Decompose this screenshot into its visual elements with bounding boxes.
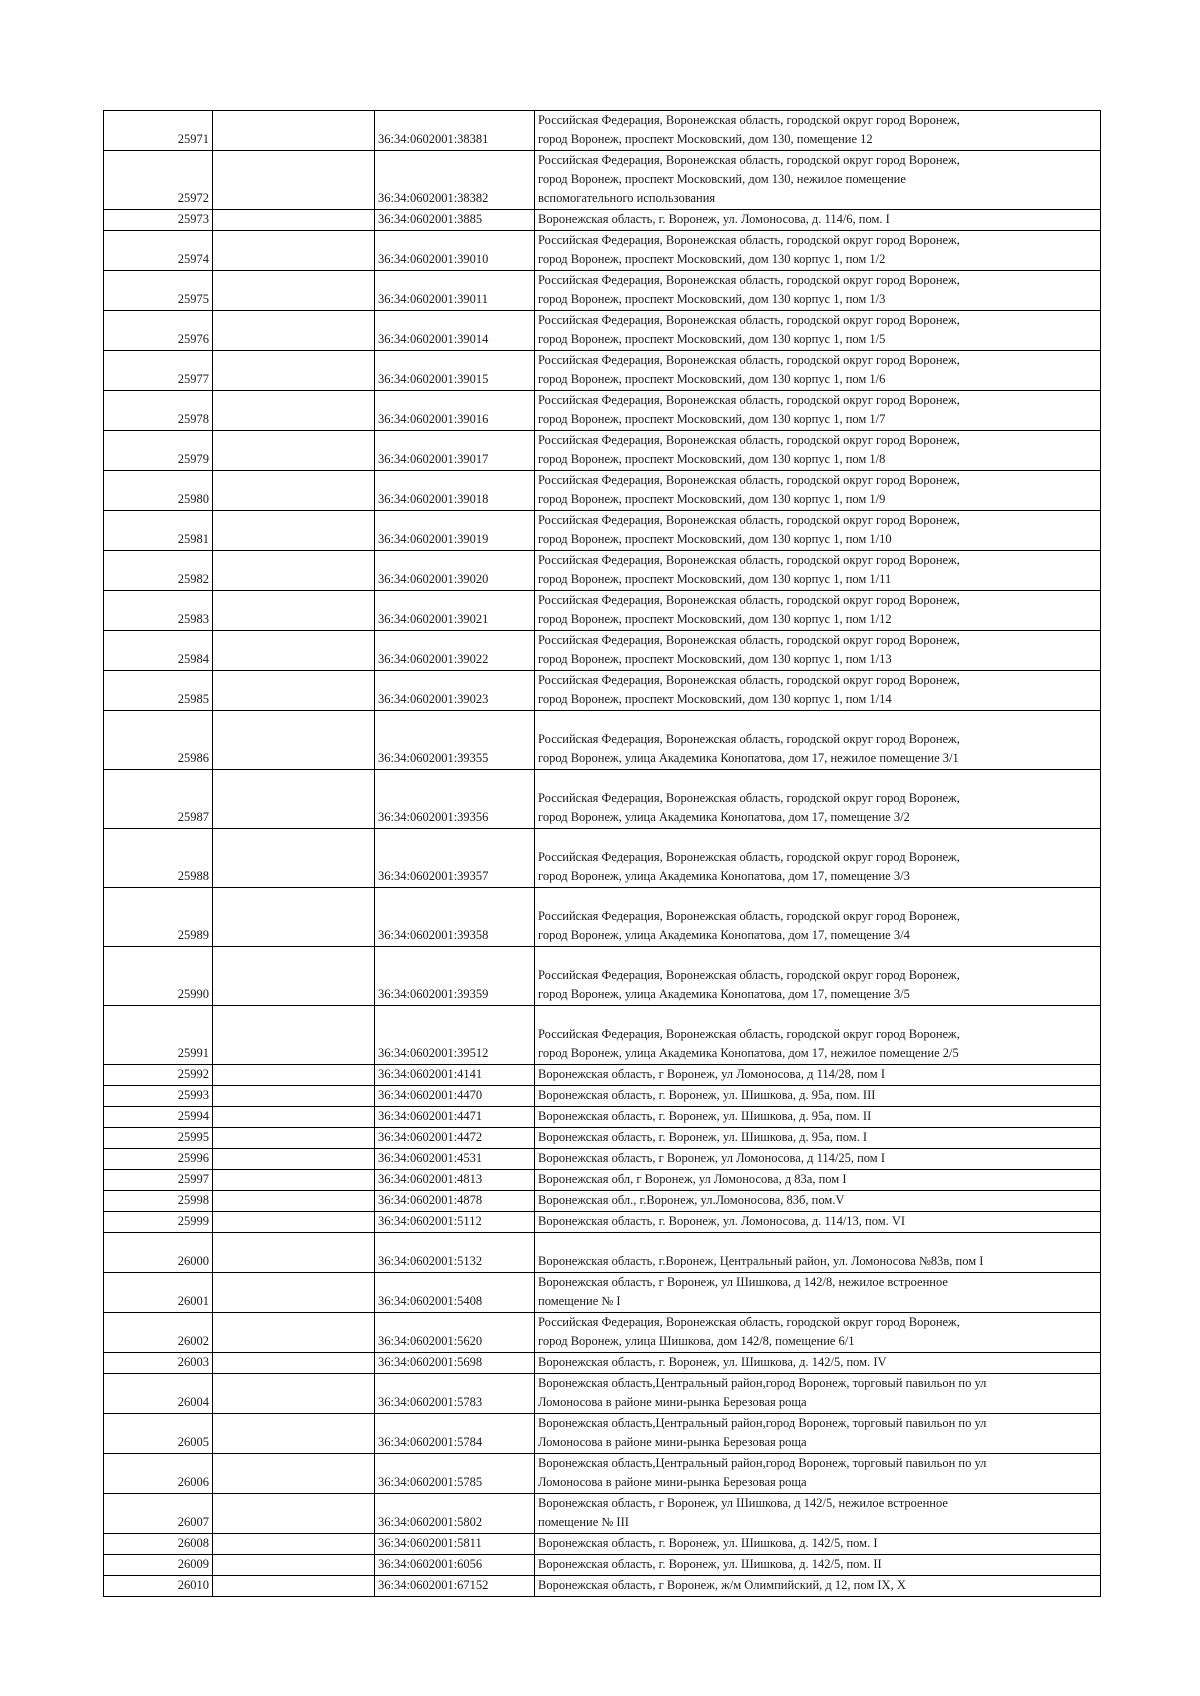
cadastral-number-cell: 36:34:0602001:39359 xyxy=(375,947,535,1006)
empty-cell xyxy=(213,391,375,431)
empty-cell xyxy=(213,631,375,671)
empty-cell xyxy=(213,1128,375,1149)
empty-cell xyxy=(213,711,375,770)
cadastral-number-cell: 36:34:0602001:38382 xyxy=(375,151,535,210)
row-number-cell: 25975 xyxy=(104,271,213,311)
address-cell xyxy=(535,711,1101,770)
table-row xyxy=(104,1273,1101,1313)
address-line: Ломоносова в районе мини-рынка Березовая роща xyxy=(538,1395,807,1409)
empty-cell xyxy=(213,591,375,631)
row-number-cell: 26003 xyxy=(104,1353,213,1374)
cadastral-number-cell: 36:34:0602001:39021 xyxy=(375,591,535,631)
address-cell xyxy=(535,1454,1101,1494)
row-number-cell: 25986 xyxy=(104,711,213,770)
empty-cell xyxy=(213,1170,375,1191)
address-cell xyxy=(535,391,1101,431)
address-line: Российская Федерация, Воронежская область, городской округ город Воронеж, xyxy=(538,1027,960,1041)
address-line: город Воронеж, проспект Московский, дом 130 корпус 1, пом 1/5 xyxy=(538,332,886,346)
cadastral-number-cell: 36:34:0602001:4470 xyxy=(375,1086,535,1107)
cadastral-number-cell: 36:34:0602001:39016 xyxy=(375,391,535,431)
table-row xyxy=(104,351,1101,391)
row-number-cell: 25980 xyxy=(104,471,213,511)
cadastral-number-cell: 36:34:0602001:5408 xyxy=(375,1273,535,1313)
row-number-cell: 25994 xyxy=(104,1107,213,1128)
row-number-cell: 25979 xyxy=(104,431,213,471)
address-line: Ломоносова в районе мини-рынка Березовая роща xyxy=(538,1475,807,1489)
address-line: Воронежская область, г. Воронеж, ул. Шишкова, д. 95а, пом. III xyxy=(538,1088,876,1102)
address-cell xyxy=(535,1170,1101,1191)
cadastral-number-cell: 36:34:0602001:39011 xyxy=(375,271,535,311)
address-line: Российская Федерация, Воронежская область, городской округ город Воронеж, xyxy=(538,433,960,447)
address-line: Воронежская обл, г Воронеж, ул Ломоносова, д 83а, пом I xyxy=(538,1172,847,1186)
address-line: Воронежская область, г. Воронеж, ул. Шишкова, д. 142/5, пом. II xyxy=(538,1557,882,1571)
address-cell xyxy=(535,947,1101,1006)
row-number-cell: 25991 xyxy=(104,1006,213,1065)
row-number-cell: 25990 xyxy=(104,947,213,1006)
row-number-cell: 25985 xyxy=(104,671,213,711)
blank-line xyxy=(538,711,1097,730)
address-cell xyxy=(535,311,1101,351)
address-cell xyxy=(535,210,1101,231)
table-row xyxy=(104,271,1101,311)
address-cell xyxy=(535,1149,1101,1170)
address-cell xyxy=(535,1065,1101,1086)
address-line: город Воронеж, проспект Московский, дом 130 корпус 1, пом 1/2 xyxy=(538,252,886,266)
address-line: город Воронеж, улица Академика Конопатова, дом 17, помещение 3/4 xyxy=(538,928,910,942)
cadastral-number-cell: 36:34:0602001:5784 xyxy=(375,1414,535,1454)
empty-cell xyxy=(213,151,375,210)
table-row xyxy=(104,431,1101,471)
address-cell xyxy=(535,829,1101,888)
cadastral-number-cell: 36:34:0602001:4531 xyxy=(375,1149,535,1170)
empty-cell xyxy=(213,111,375,151)
cadastral-number-cell: 36:34:0602001:39356 xyxy=(375,770,535,829)
address-cell xyxy=(535,1313,1101,1353)
table-row xyxy=(104,391,1101,431)
row-number-cell: 25988 xyxy=(104,829,213,888)
table-row xyxy=(104,1212,1101,1233)
address-cell xyxy=(535,591,1101,631)
row-number-cell: 26001 xyxy=(104,1273,213,1313)
address-line: город Воронеж, улица Академика Конопатова, дом 17, нежилое помещение 2/5 xyxy=(538,1046,959,1060)
cadastral-number-cell: 36:34:0602001:39017 xyxy=(375,431,535,471)
address-line: Российская Федерация, Воронежская область, городской округ город Воронеж, xyxy=(538,393,960,407)
row-number-cell: 25993 xyxy=(104,1086,213,1107)
address-line: Воронежская область, г. Воронеж, ул. Шишкова, д. 142/5, пом. I xyxy=(538,1536,878,1550)
cadastral-number-cell: 36:34:0602001:5698 xyxy=(375,1353,535,1374)
address-line: город Воронеж, проспект Московский, дом 130 корпус 1, пом 1/8 xyxy=(538,452,886,466)
empty-cell xyxy=(213,1534,375,1555)
row-number-cell: 26008 xyxy=(104,1534,213,1555)
address-line: город Воронеж, проспект Московский, дом 130, нежилое помещение xyxy=(538,172,906,186)
address-line: Воронежская область, г Воронеж, ул Шишкова, д 142/5, нежилое встроенное xyxy=(538,1496,948,1510)
cadastral-number-cell: 36:34:0602001:39357 xyxy=(375,829,535,888)
cadastral-number-cell: 36:34:0602001:4471 xyxy=(375,1107,535,1128)
address-cell xyxy=(535,231,1101,271)
table-row xyxy=(104,591,1101,631)
address-line: Воронежская область, г Воронеж, ул Ломоносова, д 114/25, пом I xyxy=(538,1151,885,1165)
table-row xyxy=(104,1414,1101,1454)
empty-cell xyxy=(213,431,375,471)
address-line: Воронежская область, г. Воронеж, ул. Шишкова, д. 95а, пом. I xyxy=(538,1130,868,1144)
empty-cell xyxy=(213,511,375,551)
blank-line xyxy=(538,888,1097,907)
registry-table-body xyxy=(104,111,1101,1597)
address-line: Воронежская область, г Воронеж, ул Ломоносова, д 114/28, пом I xyxy=(538,1067,885,1081)
address-line: город Воронеж, проспект Московский, дом 130 корпус 1, пом 1/11 xyxy=(538,572,892,586)
table-row xyxy=(104,1555,1101,1576)
cadastral-number-cell: 36:34:0602001:4141 xyxy=(375,1065,535,1086)
empty-cell xyxy=(213,351,375,391)
address-line: Воронежская обл., г.Воронеж, ул.Ломоносова, 83б, пом.V xyxy=(538,1193,845,1207)
table-row xyxy=(104,947,1101,1006)
row-number-cell: 25971 xyxy=(104,111,213,151)
row-number-cell: 25972 xyxy=(104,151,213,210)
address-line: Российская Федерация, Воронежская область, городской округ город Воронеж, xyxy=(538,1315,960,1329)
address-cell xyxy=(535,271,1101,311)
table-row xyxy=(104,311,1101,351)
table-row xyxy=(104,231,1101,271)
address-cell xyxy=(535,1555,1101,1576)
address-line: Российская Федерация, Воронежская область, городской округ город Воронеж, xyxy=(538,473,960,487)
empty-cell xyxy=(213,231,375,271)
row-number-cell: 26004 xyxy=(104,1374,213,1414)
row-number-cell: 25973 xyxy=(104,210,213,231)
empty-cell xyxy=(213,829,375,888)
address-line: Российская Федерация, Воронежская область, городской округ город Воронеж, xyxy=(538,732,960,746)
table-row xyxy=(104,1576,1101,1597)
address-line: город Воронеж, улица Академика Конопатова, дом 17, помещение 3/2 xyxy=(538,810,910,824)
empty-cell xyxy=(213,1454,375,1494)
address-line: Российская Федерация, Воронежская область, городской округ город Воронеж, xyxy=(538,353,960,367)
address-line: Российская Федерация, Воронежская область, городской округ город Воронеж, xyxy=(538,233,960,247)
address-cell xyxy=(535,1494,1101,1534)
row-number-cell: 25989 xyxy=(104,888,213,947)
cadastral-number-cell: 36:34:0602001:5112 xyxy=(375,1212,535,1233)
row-number-cell: 26007 xyxy=(104,1494,213,1534)
empty-cell xyxy=(213,1107,375,1128)
row-number-cell: 26009 xyxy=(104,1555,213,1576)
row-number-cell: 25976 xyxy=(104,311,213,351)
row-number-cell: 25978 xyxy=(104,391,213,431)
address-cell xyxy=(535,1191,1101,1212)
address-line: город Воронеж, улица Академика Конопатова, дом 17, помещение 3/3 xyxy=(538,869,910,883)
table-row xyxy=(104,631,1101,671)
address-cell xyxy=(535,631,1101,671)
empty-cell xyxy=(213,1086,375,1107)
address-line: город Воронеж, проспект Московский, дом 130 корпус 1, пом 1/3 xyxy=(538,292,886,306)
address-line: Воронежская область, г.Воронеж, Центральный район, ул. Ломоносова №83в, пом I xyxy=(538,1254,984,1268)
address-line: Ломоносова в районе мини-рынка Березовая роща xyxy=(538,1435,807,1449)
empty-cell xyxy=(213,947,375,1006)
address-line: Воронежская область,Центральный район,город Воронеж, торговый павильон по ул xyxy=(538,1376,987,1390)
document-page xyxy=(103,110,1100,1597)
cadastral-number-cell: 36:34:0602001:4472 xyxy=(375,1128,535,1149)
row-number-cell: 26010 xyxy=(104,1576,213,1597)
address-cell xyxy=(535,1353,1101,1374)
address-cell xyxy=(535,1233,1101,1273)
table-row xyxy=(104,1353,1101,1374)
blank-line xyxy=(538,829,1097,848)
cadastral-number-cell: 36:34:0602001:5620 xyxy=(375,1313,535,1353)
address-line: Российская Федерация, Воронежская область, городской округ город Воронеж, xyxy=(538,273,960,287)
row-number-cell: 26006 xyxy=(104,1454,213,1494)
cadastral-number-cell: 36:34:0602001:5802 xyxy=(375,1494,535,1534)
table-row xyxy=(104,471,1101,511)
address-line: Российская Федерация, Воронежская область, городской округ город Воронеж, xyxy=(538,513,960,527)
row-number-cell: 25996 xyxy=(104,1149,213,1170)
empty-cell xyxy=(213,1414,375,1454)
address-cell xyxy=(535,770,1101,829)
table-row xyxy=(104,770,1101,829)
address-cell xyxy=(535,511,1101,551)
empty-cell xyxy=(213,551,375,591)
address-line: помещение № III xyxy=(538,1515,629,1529)
table-row xyxy=(104,1170,1101,1191)
empty-cell xyxy=(213,1191,375,1212)
row-number-cell: 25987 xyxy=(104,770,213,829)
empty-cell xyxy=(213,888,375,947)
table-row xyxy=(104,1086,1101,1107)
empty-cell xyxy=(213,1065,375,1086)
row-number-cell: 25995 xyxy=(104,1128,213,1149)
cadastral-number-cell: 36:34:0602001:39015 xyxy=(375,351,535,391)
address-line: Российская Федерация, Воронежская область, городской округ город Воронеж, xyxy=(538,909,960,923)
address-line: Российская Федерация, Воронежская область, городской округ город Воронеж, xyxy=(538,850,960,864)
row-number-cell: 26000 xyxy=(104,1233,213,1273)
cadastral-number-cell: 36:34:0602001:39358 xyxy=(375,888,535,947)
address-line: Российская Федерация, Воронежская область, городской округ город Воронеж, xyxy=(538,633,960,647)
address-line: город Воронеж, проспект Московский, дом 130 корпус 1, пом 1/9 xyxy=(538,492,886,506)
address-cell xyxy=(535,431,1101,471)
empty-cell xyxy=(213,1555,375,1576)
address-cell xyxy=(535,1107,1101,1128)
empty-cell xyxy=(213,1273,375,1313)
table-row xyxy=(104,210,1101,231)
cadastral-number-cell: 36:34:0602001:4813 xyxy=(375,1170,535,1191)
empty-cell xyxy=(213,1212,375,1233)
table-row xyxy=(104,1006,1101,1065)
empty-cell xyxy=(213,671,375,711)
row-number-cell: 25997 xyxy=(104,1170,213,1191)
empty-cell xyxy=(213,1006,375,1065)
address-line: помещение № I xyxy=(538,1294,621,1308)
cadastral-number-cell: 36:34:0602001:5132 xyxy=(375,1233,535,1273)
address-cell xyxy=(535,1273,1101,1313)
table-row xyxy=(104,671,1101,711)
address-cell xyxy=(535,111,1101,151)
cadastral-number-cell: 36:34:0602001:39020 xyxy=(375,551,535,591)
address-cell xyxy=(535,1374,1101,1414)
cadastral-number-cell: 36:34:0602001:4878 xyxy=(375,1191,535,1212)
address-line: Воронежская область, г. Воронеж, ул. Шишкова, д. 142/5, пом. IV xyxy=(538,1355,887,1369)
address-line: город Воронеж, проспект Московский, дом 130 корпус 1, пом 1/12 xyxy=(538,612,892,626)
table-row xyxy=(104,1313,1101,1353)
empty-cell xyxy=(213,271,375,311)
row-number-cell: 26005 xyxy=(104,1414,213,1454)
cadastral-number-cell: 36:34:0602001:38381 xyxy=(375,111,535,151)
table-row xyxy=(104,1454,1101,1494)
address-line: город Воронеж, проспект Московский, дом 130 корпус 1, пом 1/6 xyxy=(538,372,886,386)
table-row xyxy=(104,1191,1101,1212)
address-line: Воронежская область, г. Воронеж, ул. Шишкова, д. 95а, пом. II xyxy=(538,1109,872,1123)
address-line: Российская Федерация, Воронежская область, городской округ город Воронеж, xyxy=(538,791,960,805)
address-cell xyxy=(535,1006,1101,1065)
cadastral-number-cell: 36:34:0602001:39355 xyxy=(375,711,535,770)
address-line: Российская Федерация, Воронежская область, городской округ город Воронеж, xyxy=(538,153,960,167)
address-line: город Воронеж, улица Академика Конопатова, дом 17, нежилое помещение 3/1 xyxy=(538,751,959,765)
address-line: Российская Федерация, Воронежская область, городской округ город Воронеж, xyxy=(538,313,960,327)
table-row xyxy=(104,1149,1101,1170)
address-line: Российская Федерация, Воронежская область, городской округ город Воронеж, xyxy=(538,593,960,607)
row-number-cell: 25983 xyxy=(104,591,213,631)
table-row xyxy=(104,551,1101,591)
empty-cell xyxy=(213,210,375,231)
address-cell xyxy=(535,351,1101,391)
cadastral-number-cell: 36:34:0602001:3885 xyxy=(375,210,535,231)
cadastral-number-cell: 36:34:0602001:39010 xyxy=(375,231,535,271)
cadastral-number-cell: 36:34:0602001:5783 xyxy=(375,1374,535,1414)
address-cell xyxy=(535,671,1101,711)
address-cell xyxy=(535,471,1101,511)
row-number-cell: 25981 xyxy=(104,511,213,551)
registry-table xyxy=(103,110,1101,1597)
address-cell xyxy=(535,1212,1101,1233)
address-cell xyxy=(535,888,1101,947)
cadastral-number-cell: 36:34:0602001:39512 xyxy=(375,1006,535,1065)
empty-cell xyxy=(213,1313,375,1353)
address-line: Воронежская область,Центральный район,город Воронеж, торговый павильон по ул xyxy=(538,1416,987,1430)
table-row xyxy=(104,1374,1101,1414)
table-row xyxy=(104,1494,1101,1534)
table-row xyxy=(104,1233,1101,1273)
empty-cell xyxy=(213,311,375,351)
address-line: город Воронеж, проспект Московский, дом 130 корпус 1, пом 1/13 xyxy=(538,652,892,666)
address-line: город Воронеж, проспект Московский, дом 130, помещение 12 xyxy=(538,132,873,146)
empty-cell xyxy=(213,1374,375,1414)
row-number-cell: 25974 xyxy=(104,231,213,271)
cadastral-number-cell: 36:34:0602001:5811 xyxy=(375,1534,535,1555)
address-line: город Воронеж, улица Академика Конопатова, дом 17, помещение 3/5 xyxy=(538,987,910,1001)
row-number-cell: 25984 xyxy=(104,631,213,671)
cadastral-number-cell: 36:34:0602001:39022 xyxy=(375,631,535,671)
address-line: Российская Федерация, Воронежская область, городской округ город Воронеж, xyxy=(538,113,960,127)
row-number-cell: 25999 xyxy=(104,1212,213,1233)
address-cell xyxy=(535,151,1101,210)
address-cell xyxy=(535,1086,1101,1107)
address-line: Воронежская область, г. Воронеж, ул. Ломоносова, д. 114/6, пом. I xyxy=(538,212,890,226)
cadastral-number-cell: 36:34:0602001:39014 xyxy=(375,311,535,351)
address-line: город Воронеж, улица Шишкова, дом 142/8, помещение 6/1 xyxy=(538,1334,855,1348)
address-line: Российская Федерация, Воронежская область, городской округ город Воронеж, xyxy=(538,553,960,567)
table-row xyxy=(104,1107,1101,1128)
cadastral-number-cell: 36:34:0602001:5785 xyxy=(375,1454,535,1494)
cadastral-number-cell: 36:34:0602001:39019 xyxy=(375,511,535,551)
empty-cell xyxy=(213,1149,375,1170)
empty-cell xyxy=(213,770,375,829)
address-line: Воронежская область, г. Воронеж, ул. Ломоносова, д. 114/13, пом. VI xyxy=(538,1214,906,1228)
address-line: город Воронеж, проспект Московский, дом 130 корпус 1, пом 1/7 xyxy=(538,412,886,426)
address-cell xyxy=(535,551,1101,591)
empty-cell xyxy=(213,1576,375,1597)
empty-cell xyxy=(213,1494,375,1534)
address-line: Российская Федерация, Воронежская область, городской округ город Воронеж, xyxy=(538,968,960,982)
blank-line xyxy=(538,947,1097,966)
row-number-cell: 25992 xyxy=(104,1065,213,1086)
address-line: город Воронеж, проспект Московский, дом 130 корпус 1, пом 1/14 xyxy=(538,692,892,706)
table-row xyxy=(104,888,1101,947)
table-row xyxy=(104,711,1101,770)
blank-line xyxy=(538,1006,1097,1025)
cadastral-number-cell: 36:34:0602001:67152 xyxy=(375,1576,535,1597)
address-line: Воронежская область,Центральный район,город Воронеж, торговый павильон по ул xyxy=(538,1456,987,1470)
table-row xyxy=(104,829,1101,888)
table-row xyxy=(104,511,1101,551)
table-row xyxy=(104,111,1101,151)
row-number-cell: 26002 xyxy=(104,1313,213,1353)
address-line: Воронежская область, г Воронеж, ж/м Олимпийский, д 12, пом IX, X xyxy=(538,1578,906,1592)
table-row xyxy=(104,1534,1101,1555)
row-number-cell: 25982 xyxy=(104,551,213,591)
blank-line xyxy=(538,1233,1097,1252)
row-number-cell: 25998 xyxy=(104,1191,213,1212)
address-cell xyxy=(535,1576,1101,1597)
address-line: Российская Федерация, Воронежская область, городской округ город Воронеж, xyxy=(538,673,960,687)
cadastral-number-cell: 36:34:0602001:39023 xyxy=(375,671,535,711)
address-line: вспомогательного использования xyxy=(538,191,716,205)
table-row xyxy=(104,1065,1101,1086)
empty-cell xyxy=(213,471,375,511)
address-line: город Воронеж, проспект Московский, дом 130 корпус 1, пом 1/10 xyxy=(538,532,892,546)
table-row xyxy=(104,1128,1101,1149)
cadastral-number-cell: 36:34:0602001:39018 xyxy=(375,471,535,511)
row-number-cell: 25977 xyxy=(104,351,213,391)
empty-cell xyxy=(213,1233,375,1273)
empty-cell xyxy=(213,1353,375,1374)
cadastral-number-cell: 36:34:0602001:6056 xyxy=(375,1555,535,1576)
address-cell xyxy=(535,1534,1101,1555)
address-line: Воронежская область, г Воронеж, ул Шишкова, д 142/8, нежилое встроенное xyxy=(538,1275,948,1289)
table-row xyxy=(104,151,1101,210)
address-cell xyxy=(535,1414,1101,1454)
address-cell xyxy=(535,1128,1101,1149)
blank-line xyxy=(538,770,1097,789)
